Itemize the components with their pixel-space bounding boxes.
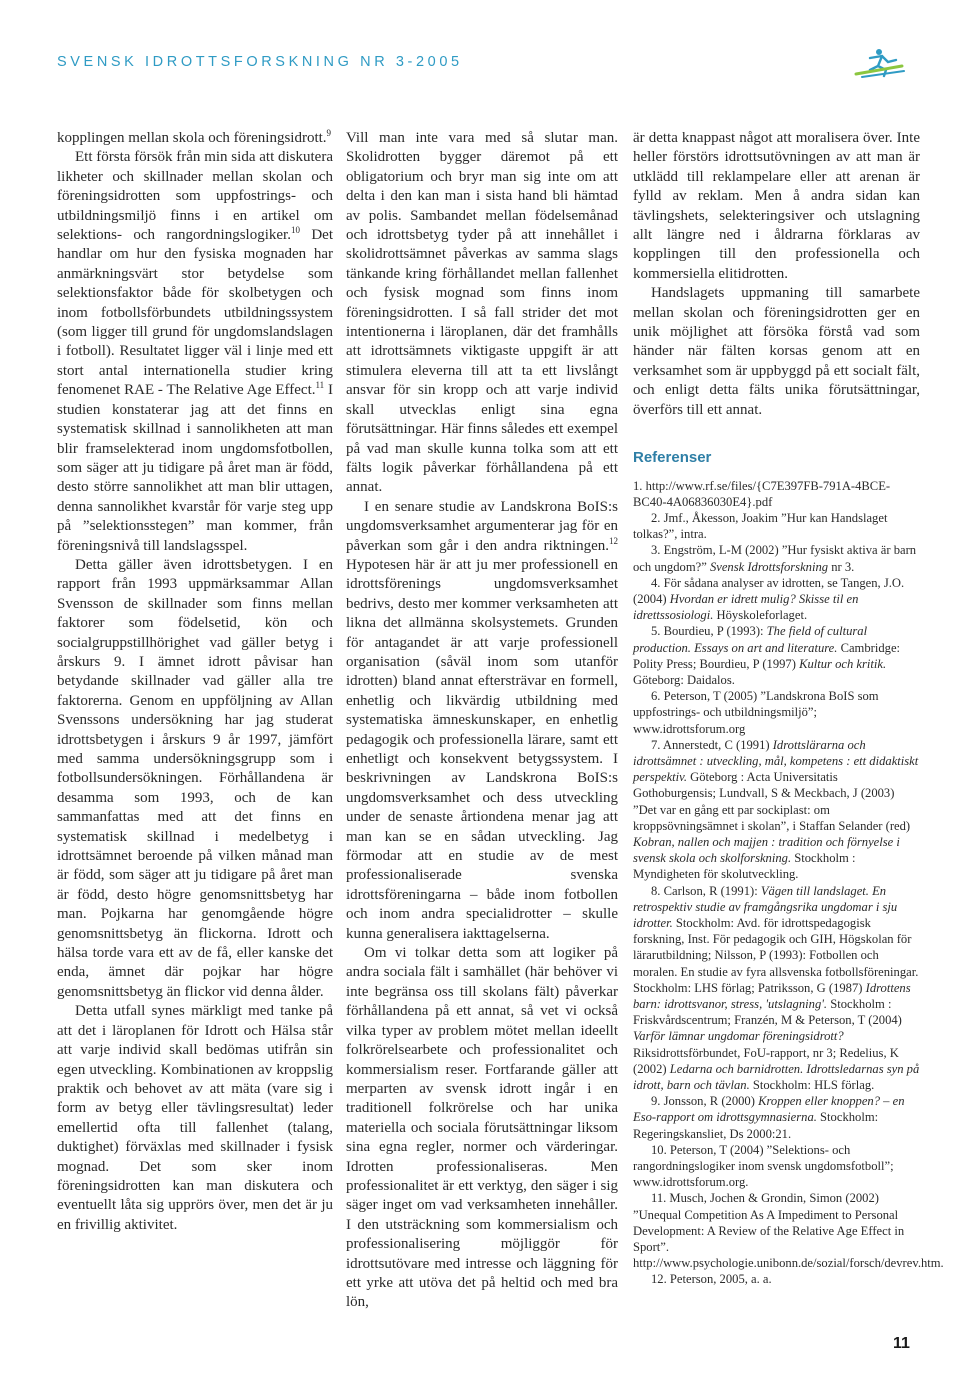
paragraph: är detta knappast något att moralisera över. Inte heller förstörs idrottsutövningen av att man är utklädd till reklampelare eller att arenan är fylld av reklam. Men å andra sidan kan tävlingshets, selekteringsiver och utslagning allt längre ned i åldrarna förklaras av kopplingen till den professionella och kommersiella elitidrotten.: [633, 130, 920, 282]
paragraph: Om vi tolkar detta som att logiker på andra sociala fält i samhället (här behöver vi inte begränsa oss till skolans fält) påverkar förhållandena på ett annat, så vet vi också vilka typer av problem mötet mellan ideellt folkrörelsearbete och professionalitet och kommersialism reser. Fortfarande gäller att merparten av svensk idrott ingår i en traditionell folkrörelse och har unika materiella och sociala förutsättningar liksom sina egna regler, normer och värderingar. Idrotten professionaliseras. Men professionalitet är ett verktyg, den säger i sig säger inget om vad verksamheten innehåller. I den utsträckning som kommersialism och professionalisering möjliggör för idrottsutövare med intresse och läggning för ett yrke att utöva det på heltid och med bra lön,: [346, 945, 618, 1311]
reference-item: 3. Engström, L-M (2002) ”Hur fysiskt aktiva är barn och ungdom?” Svensk Idrottsforskning nr 3.: [633, 543, 917, 574]
page-number: 11: [893, 1335, 910, 1352]
reference-list: [633, 478, 944, 1288]
reference-item: 6. Peterson, T (2005) ”Landskrona BoIS som uppfostrings- och utbildningsmiljö”; www.idrottsforum.org: [633, 689, 879, 736]
paragraph: Detta utfall synes märkligt med tanke på att det i läroplanen för Idrott och Hälsa står att varje individ skall bedömas utifrån sin egen utveckling. Kombinationen av kroppslig praktik och behovet av att mäta (vare sig i form av betyg eller tävlingsresultat) leder emellertid ofta till fallenhet (talang, duktighet) förväxlas med skillnader i fysisk mognad. Det som sker inom föreningsidrotten kan man diskutera och eventuellt låta sig upprörs över, men det är ju en frivillig aktivitet.: [57, 1003, 333, 1233]
references-heading: Referenser: [633, 449, 712, 467]
paragraph: kopplingen mellan skola och föreningsidrott.$^9$: [57, 128, 332, 146]
paragraph: Handslagets uppmaning till samarbete mellan skolan och föreningsidrotten ger en unik möjlighet att försöka förstå vad som händer när fälten korsas genom att en verksamhet som är uppbyggd på ett socialt fält, och enligt detta fälts unika förutsättningar, överförs till ett annat.: [633, 285, 920, 418]
runner-logo-icon: [852, 46, 906, 80]
reference-item: 11. Musch, Jochen & Grondin, Simon (2002) ”Unequal Competition As A Impediment to Personal Development: A Review of the Relative Age Effect in Sport”. http://www.psychologie.unibonn.de/sozial/forsch/devrev.htm.: [633, 1191, 944, 1271]
paragraph: Vill man inte vara med så slutar man. Skolidrotten bygger däremot på ett obligatorium och bryr man sig inte om att delta i den kan man i sista hand bli hämtad av polis. Sambandet mellan födelsemånad och idrottsbetyg tyder på att innehållet i skolidrottsämnet påverkas av samma slags tänkande kring förhållandet mellan fallenhet och fysisk mognad som finns inom föreningsidrotten. I så fall strider det mot intentionerna i läroplanen, där det framhålls att idrottsämnets viktigaste uppgift är att stimulera eleverna till att ta ett livslångt ansvar för sin kropp och att varje individ skall utvecklas enligt sina egna förutsättningar. Här finns således ett exempel på vad man skulle kunna tolka som att ett fälts logik påverkar förhållandena på ett annat.: [346, 130, 618, 496]
reference-item: 5. Bourdieu, P (1993): The field of cultural production. Essays on art and literature. Cambridge: Polity Press; Bourdieu, P (1997) Kultur och kritik. Göteborg: Daidalos.: [633, 624, 901, 687]
column-1: [57, 129, 333, 1235]
running-header: SVENSK IDROTTSFORSKNING NR 3-2005: [57, 54, 463, 70]
reference-item: 12. Peterson, 2005, a. a.: [651, 1272, 772, 1287]
column-2: [346, 129, 618, 1313]
reference-item: 1. http://www.rf.se/files/{C7E397FB-791A-4BCE-BC40-4A06836030E4}.pdf: [633, 478, 891, 509]
paragraph: Detta gäller även idrottsbetygen. I en rapport från 1993 uppmärksammar Allan Svensson de skillnader som finns mellan faktorer som födelsetid, kön och socialgruppstillhörighet vad gäller betyg i årskurs 9. I ämnet idrott påvisar han betydande skillnader vad gäller alla tre faktorerna. Genom en uppföljning av Allan Svenssons undersökning har jag studerat idrottsbetygen i årskurs 9 år 1997, jämfört med samma undersökningsgrupp som i fotbollsundersökningen. Förhållandena är desamma som 1993, och de kan sammanfattas med att det finns en systematisk skillnad i medelbetyg i idrottsämnet beroende på vilken månad man är född, som säger att ju tidigare på året man är född, desto högre genomsnittsbetyg har man. Pojkarna har genomgående högre genomsnittsbetyg än flickorna. Idrott och hälsa torde vara ett av de få, eller kanske det enda, ämnet där pojkar har högre genomsnittsbetyg än flickor vid denna ålder.: [57, 556, 333, 1000]
reference-item: 9. Jonsson, R (2000) Kroppen eller knoppen? – en Eso-rapport om idrottsgymnasierna. Stockholm: Regeringskansliet, Ds 2000:21.: [633, 1094, 905, 1141]
paragraph: Ett första försök från min sida att diskutera likheter och skillnader mellan skolan och föreningsidrotten som uppfostrings- och utbildningsmiljö finns i en artikel om selektions- och rangordningslogiker.$^{10}$ Det handlar om hur den fysiska mognaden har anmärkningsvärt stor betydelse som selektionsfaktor både för skolbetygen och inom fotbollsförbundets utbildningssystem (som ligger till grund för ungdomslandslagen i fotboll). Resultatet ligger väl i linje med ett stort antal internationella studier kring fenomenet RAE - The Relative Age Effect.$^{11}$ I studien konstaterar jag att det finns en systematisk skillnad i sannolikheten att man blir framselekterad inom ungdomsfotbollen, som säger att ju tidigare på året man är född, desto större sannolikhet att man blir uttagen, denna sannolikhet kvarstår för varje steg upp på ”selektionsstegen” man kommer, från föreningsnivå till landslagsspel.: [57, 149, 333, 554]
reference-item: 7. Annerstedt, C (1991) Idrottslärarna och idrottsämnet : utveckling, mål, kompetens : ett didaktiskt perspektiv. Göteborg : Acta Universitatis Gothoburgensis; Lundvall, S & Meckbach, J (2003) ”Det var en gång ett par sockiplast: om kroppsövningsämnet i skolan”, i Staffan Selander (red) Kobran, nallen och majjen : tradition och förnyelse i svensk skola och skolforskning. Stockholm : Myndigheten för skolutveckling.: [633, 737, 919, 882]
reference-item: 8. Carlson, R (1991): Vägen till landslaget. En retrospektiv studie av framgångsrika ungdomar i sju idrotter. Stockholm: Avd. för idrottspedagogisk forskning, Inst. För pedagogik och GIH, Högskolan för lärarutbildning; Nilsson, P (1993): Fotbollen och moralen. En studie av fyra allsvenska fotbollsföreningar. Stockholm: LHS förlag; Patriksson, G (1987) Idrottens barn: idrottsvanor, stress, 'utslagning'. Stockholm : Friskvårdscentrum; Franzén, M & Peterson, T (2004) Varför lämnar ungdomar föreningsidrott? Riksidrottsförbundet, FoU-rapport, nr 3; Redelius, K (2002) Ledarna och barnidrotten. Idrottsledarnas syn på idrott, barn och tävlan. Stockholm: HLS förlag.: [633, 883, 920, 1093]
reference-item: 4. För sådana analyser av idrotten, se Tangen, J.O. (2004) Hvordan er idrett mulig? Skisse til en idrettssosiologi. Höyskoleforlaget.: [633, 575, 905, 623]
column-3: [633, 129, 944, 1288]
paragraph: I en senare studie av Landskrona BoIS:s ungdomsverksamhet argumenterar jag för en påverkan som går i den andra riktningen.$^{12}$ Hypotesen här är att ju mer professionell en idrottsförenings ungdomsverksamhet bedrivs, desto mer kommer verksamheten att likna det allmänna skolsystemets. Grunden för antagandet är att varje professionell organisation (såväl inom som utanför idrotten) bland annat eftersträvar en formell, enhetlig och likvärdig utbildning med systematiska ämneskunskaper, en enhetlig pedagogik och professionella lärare, samt ett enhetligt och konsekvent betygssystem. I beskrivningen av Landskrona BoIS:s ungdomsverksamhet och dess utveckling under de senaste årtiondena menar jag att man kan se en sådan utveckling. Jag förmodar att en studie av de mest professionaliserade svenska idrottsföreningarna – både inom fotbollen och inom andra specialidrotter – skulle kunna generalisera iakttagelserna.: [346, 498, 618, 942]
reference-item: 2. Jmf., Åkesson, Joakim ”Hur kan Handslaget tolkas?”, intra.: [633, 510, 888, 542]
reference-item: 10. Peterson, T (2004) ”Selektions- och rangordningslogiker inom svensk ungdomsfotboll”; www.idrottsforum.org.: [633, 1142, 894, 1190]
